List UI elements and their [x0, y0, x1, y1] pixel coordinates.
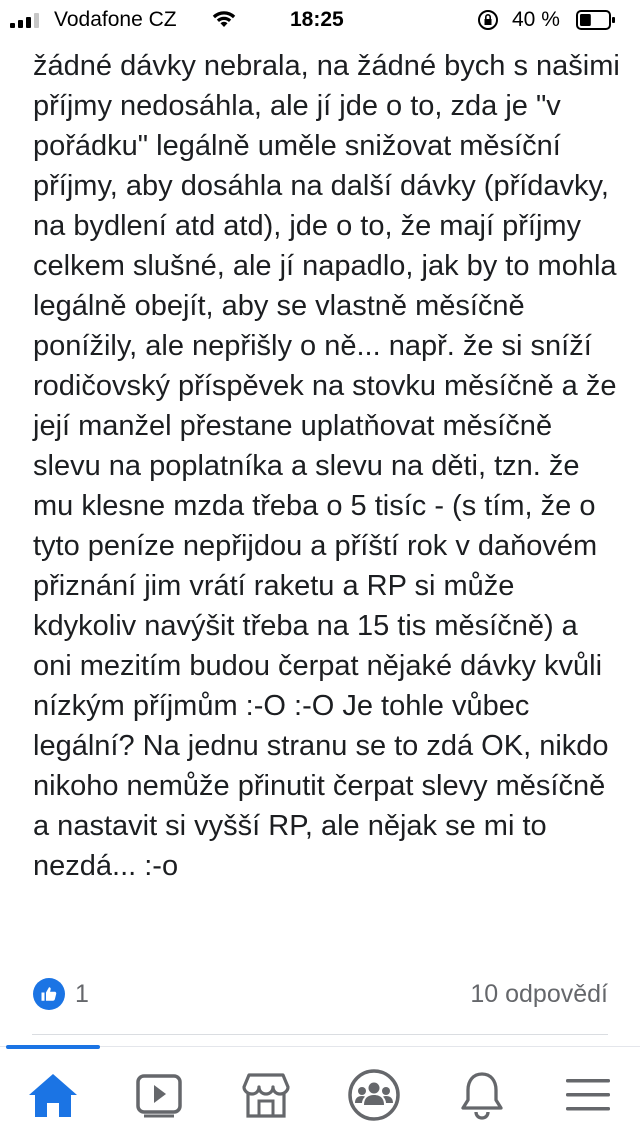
video-icon [134, 1072, 184, 1118]
post-body-text: žádné dávky nebrala, na žádné bych s našimi příjmy nedosáhla, ale jí jde o to, zda je "v pořádku" legálně uměle snižovat měsíční příjmy, aby dosáhla na další dávky (přídavky, na bydlení atd atd), jde o to, že mají příjmy celkem slušné, ale jí napadlo, jak by to mohla legálně obejít, aby se vlastně měsíčně ponížily, ale nepřišly o ně... např. že si sníží rodičovský příspěvek na stovku měsíčně a že její manžel přestane uplatňovat měsíčně slevu na poplatníka a slevu na děti, tzn. že mu klesne mzda třeba o 5 tisíc - (s tím, že o tyto peníze nepřijdou a příští rok v daňovém přiznání jim vrátí raketu a RP si může kdykoliv navýšit třeba na 15 tis měsíčně) a oni mezitím budou čerpat nějaké dávky kvůli nízkým příjmům :-O :-O Je tohle vůbec legální? Na jednu stranu se to zdá OK, nikdo nikoho nemůže přinutit čerpat slevy měsíčně a nastavit si vyšší RP, ale nějak se mi to nezdá... :-o [33, 50, 620, 882]
status-bar [0, 0, 640, 40]
menu-icon [564, 1073, 612, 1117]
nav-home[interactable] [25, 1069, 81, 1121]
scroll-clip [0, 40, 640, 50]
active-tab-indicator [6, 1045, 100, 1049]
like-reaction-icon [33, 978, 65, 1010]
nav-groups[interactable] [346, 1069, 402, 1121]
marketplace-icon [240, 1071, 292, 1119]
bottom-navigation-bar [0, 1046, 640, 1137]
nav-menu[interactable] [560, 1069, 616, 1121]
battery-icon [576, 10, 616, 30]
battery-percent: 40 % [512, 8, 560, 31]
carrier-name: Vodafone CZ [54, 8, 177, 31]
nav-watch[interactable] [131, 1069, 187, 1121]
comments-link[interactable]: 10 odpovědí [470, 980, 608, 1008]
divider [32, 1034, 608, 1035]
rotation-lock-icon [476, 8, 500, 38]
nav-notifications[interactable] [454, 1069, 510, 1121]
reaction-summary[interactable] [33, 978, 89, 1010]
nav-marketplace[interactable] [238, 1069, 294, 1121]
home-icon [27, 1071, 79, 1119]
groups-icon [347, 1068, 401, 1122]
notifications-icon [459, 1070, 505, 1120]
wifi-icon [210, 8, 238, 36]
signal-strength-icon [10, 12, 39, 28]
clock: 18:25 [290, 8, 344, 31]
like-count: 1 [75, 979, 89, 1008]
